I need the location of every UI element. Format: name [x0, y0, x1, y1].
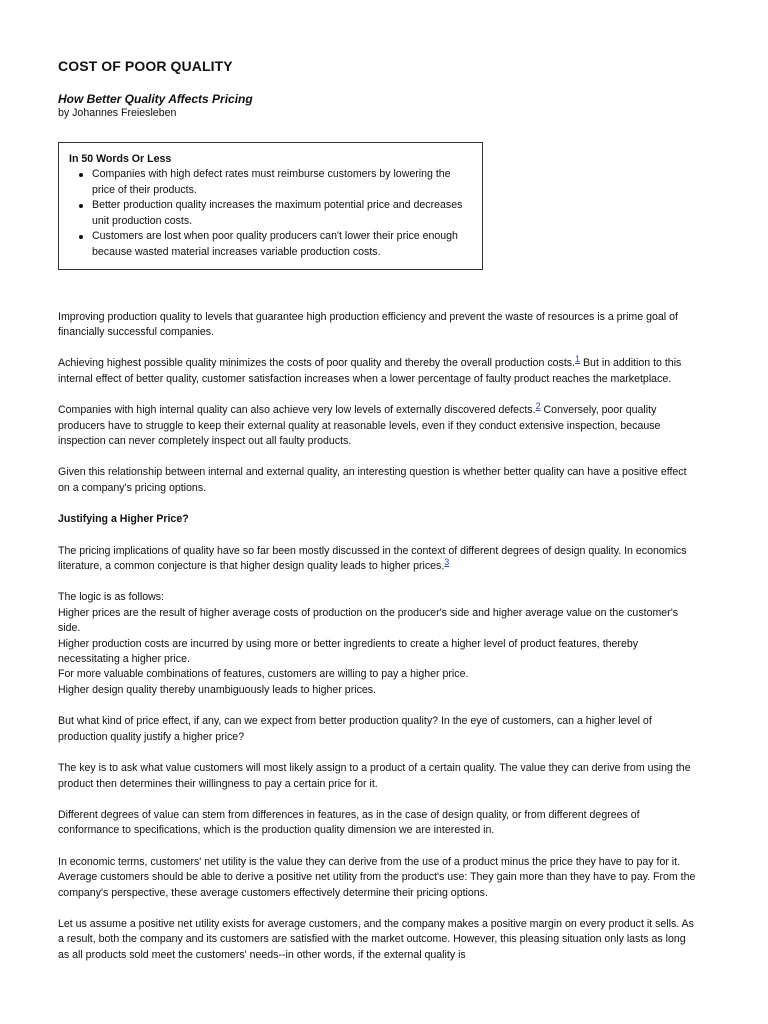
logic-paragraph: [58, 590, 698, 698]
author-byline: by Johannes Freiesleben: [58, 107, 177, 119]
paragraph: [58, 403, 698, 449]
paragraph-text: The pricing implications of quality have so far been mostly discussed in the context of different degrees of design quality. In economics literature, a common conjecture is that higher design quality leads to higher prices.: [58, 544, 687, 573]
paragraph: Different degrees of value can stem from differences in features, as in the case of design quality, or from different degrees of conformance to specifications, which is the production quality dimension we are interested in.: [58, 808, 640, 837]
logic-line: For more valuable combinations of features, customers are willing to pay a higher price.: [58, 668, 469, 681]
logic-line: Higher prices are the result of higher average costs of production on the producer's side and higher average value on the customer's side.: [58, 606, 679, 635]
article: [58, 56, 698, 979]
logic-line: The logic is as follows:: [58, 591, 164, 604]
summary-title: In 50 Words Or Less: [69, 153, 172, 165]
paragraph: In economic terms, customers' net utility is the value they can derive from the use of a product minus the price they have to pay for it. Average customers should be able to derive a positive net utility from the product's use: They gain more than they have to pay. From the company's perspective, these average customers effectively determine their pricing options.: [58, 855, 696, 899]
paragraph-text: Achieving highest possible quality minimizes the costs of poor quality and thereby the overall production costs.: [58, 357, 576, 370]
paragraph: The key is to ask what value customers will most likely assign to a product of a certain quality. The value they can derive from using the product then determines their willingness to pay a certain price for it.: [58, 762, 691, 790]
paragraph: Improving production quality to levels that guarantee high production efficiency and prevent the waste of resources is a prime goal of financially successful companies.: [58, 310, 678, 338]
paragraph: [58, 356, 698, 387]
summary-box: [58, 142, 483, 270]
paragraph: But what kind of price effect, if any, can we expect from better production quality? In the eye of customers, can a higher level of production quality justify a higher price?: [58, 715, 652, 743]
summary-list: [69, 167, 473, 261]
footnote-link-2[interactable]: 2: [535, 401, 541, 412]
list-item: Better production quality increases the maximum potential price and decreases unit production costs.: [82, 198, 473, 229]
list-item: Companies with high defect rates must reimburse customers by lowering the price of their products.: [82, 167, 473, 198]
paragraph: [58, 544, 698, 575]
logic-line: Higher design quality thereby unambiguously leads to higher prices.: [58, 683, 376, 696]
article-subtitle: How Better Quality Affects Pricing: [58, 92, 253, 106]
paragraph: Let us assume a positive net utility exists for average customers, and the company makes a positive margin on every product it sells. As a result, both the company and its customers are satisfied with the market outcome. However, this pleasing situation only lasts as long as all products sold meet the customers' needs--in other words, if the external quality is: [58, 917, 694, 961]
paragraph-text: Companies with high internal quality can also achieve very low levels of externally discovered defects.: [58, 404, 536, 417]
section-heading: Justifying a Higher Price?: [58, 513, 189, 526]
footnote-link-3[interactable]: 3: [444, 557, 450, 568]
list-item: Customers are lost when poor quality producers can't lower their price enough because wasted material increases variable production costs.: [82, 229, 473, 260]
footnote-link-1[interactable]: 1: [575, 354, 581, 365]
article-body: [58, 310, 698, 964]
logic-line: Higher production costs are incurred by using more or better ingredients to create a higher level of product features, thereby necessitating a higher price.: [58, 637, 639, 666]
paragraph-text: Conversely, poor quality producers have to struggle to keep their external quality at reasonable levels, even if they conduct extensive inspection, because inspection can never completely inspect out all faulty products.: [58, 404, 661, 447]
page-title: COST OF POOR QUALITY: [58, 58, 233, 74]
paragraph-text: But in addition to this internal effect of better quality, customer satisfaction increases when a lower percentage of faulty product reaches the marketplace.: [58, 357, 682, 385]
paragraph: Given this relationship between internal and external quality, an interesting question is whether better quality can have a positive effect on a company's pricing options.: [58, 466, 687, 494]
